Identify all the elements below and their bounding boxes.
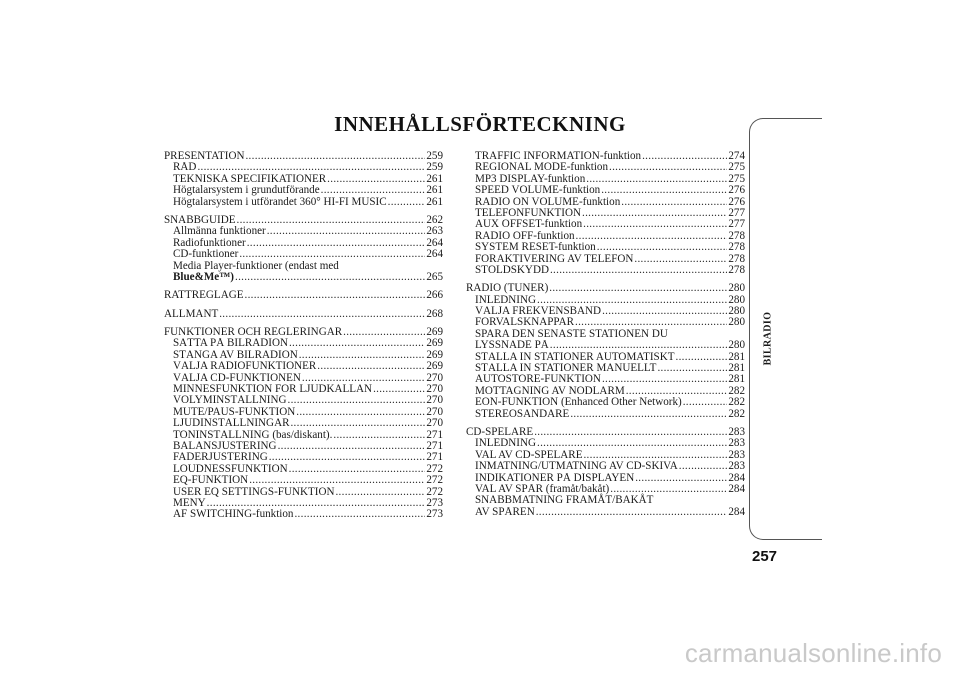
toc-dot-leader (288, 395, 426, 406)
toc-dot-leader (550, 340, 728, 351)
toc-entry-page: 283 (728, 438, 745, 450)
toc-entry-title: RÅD (173, 162, 197, 174)
toc-dot-leader (302, 373, 425, 384)
toc-entry-page: 261 (426, 173, 443, 185)
toc-entry-page: 276 (728, 185, 745, 197)
toc-dot-leader (583, 450, 727, 461)
toc-entry-title: INDIKATIONER PÅ DISPLAYEN (475, 472, 635, 484)
toc-entry-title: MUTE/PAUS-FUNKTION (173, 406, 296, 418)
toc-entry-title: USER EQ SETTINGS-FUNKTION (173, 486, 335, 498)
toc-entry-title: TELEFONFUNKTION (475, 207, 581, 219)
toc-entry (164, 350, 443, 361)
toc-entry (466, 295, 745, 306)
toc-entry-page: 270 (426, 384, 443, 396)
toc-entry-page: 271 (426, 440, 443, 452)
toc-entry (164, 509, 443, 520)
toc-entry-title: REGIONAL MODE-funktion (475, 162, 609, 174)
toc-entry-title: EON-FUNKTION (Enhanced Other Network) (475, 397, 682, 409)
toc-entry-wrapped-line: SNABBMATNING FRAMÅT/BAKÅT (475, 494, 654, 507)
toc-entry-page: 266 (426, 290, 443, 302)
toc-entry (466, 185, 745, 196)
toc-dot-leader (245, 290, 426, 301)
toc-dot-leader (237, 215, 426, 226)
page-number: 257 (752, 548, 778, 565)
toc-entry-title: VAL AV CD-SPELARE (475, 449, 583, 461)
toc-entry (164, 361, 443, 372)
toc-right-column (466, 151, 745, 518)
toc-entry-title: VÄLJA CD-FUNKTIONEN (173, 372, 301, 384)
toc-entry-title: LOUDNESSFUNKTION (173, 463, 288, 475)
toc-dot-leader (642, 151, 727, 162)
toc-entry-title: SYSTEM RESET-funktion (475, 242, 596, 254)
toc-entry-title: CD-funktioner (173, 249, 239, 261)
toc-entry (164, 338, 443, 349)
toc-entry (466, 507, 745, 518)
toc-dot-leader (597, 242, 728, 253)
toc-entry (164, 430, 443, 441)
toc-entry-title: STÄLLA IN STATIONER MANUELLT (475, 363, 657, 375)
toc-entry-page: 269 (426, 338, 443, 350)
toc-entry-page: 283 (728, 461, 745, 473)
toc-entry-page: 284 (728, 506, 745, 518)
toc-entry-title: RADIO ON VOLUME-funktion (475, 196, 621, 208)
toc-entry (466, 340, 745, 351)
toc-entry-title: VOLYMINSTÄLLNING (173, 395, 287, 407)
toc-entry-title: RADIO OFF-funktion (475, 230, 575, 242)
toc-entry-title: VÄLJA RADIOFUNKTIONER (173, 361, 317, 373)
toc-entry (466, 208, 745, 219)
toc-entry-title: STÄLLA IN STATIONER AUTOMATISKT (475, 351, 675, 363)
toc-dot-leader (245, 151, 425, 162)
toc-entry (164, 475, 443, 486)
toc-entry-page: 272 (426, 475, 443, 487)
toc-dot-leader (550, 265, 727, 276)
toc-entry-page: 276 (728, 196, 745, 208)
watermark: carmanualsonline.info (684, 638, 942, 668)
toc-entry-title: Blue&Me™) (173, 271, 234, 283)
toc-entry-page: 283 (728, 449, 745, 461)
toc-left-column (164, 151, 443, 521)
toc-entry-page: 278 (728, 264, 745, 276)
toc-entry (164, 487, 443, 498)
toc-entry (466, 450, 745, 461)
toc-entry (466, 386, 745, 397)
toc-entry-title: AF SWITCHING-funktion (173, 509, 294, 521)
toc-entry-title: Högtalarsystem i grundutförande (173, 185, 320, 197)
toc-entry (466, 197, 745, 208)
toc-entry-page: 265 (426, 271, 443, 283)
toc-entry-title: Allmänna funktioner (173, 226, 266, 238)
toc-entry-title: AUX OFFSET-funktion (475, 219, 583, 231)
toc-entry (466, 162, 745, 173)
toc-entry (164, 464, 443, 475)
toc-entry (466, 363, 745, 374)
toc-dot-leader (576, 231, 728, 242)
toc-entry (164, 226, 443, 237)
toc-entry (466, 374, 745, 385)
toc-entry-page: 280 (728, 294, 745, 306)
toc-entry (164, 197, 443, 208)
toc-entry-wrapped-line: Media Player-funktioner (endast med (173, 259, 339, 272)
toc-entry-title: ALLMÄNT (164, 308, 219, 320)
toc-entry (164, 441, 443, 452)
toc-dot-leader (317, 361, 425, 372)
toc-entry-title: VAL AV SPÅR (framåt/bakåt) (475, 483, 610, 495)
toc-entry-title: Radiofunktioner (173, 237, 246, 249)
toc-entry-page: 270 (426, 395, 443, 407)
toc-dot-leader (534, 427, 727, 438)
toc-entry (466, 473, 745, 484)
toc-dot-leader (219, 309, 425, 320)
toc-dot-leader (294, 509, 425, 520)
toc-entry-page: 280 (728, 283, 745, 295)
toc-entry-title: TONINSTÄLLNING (bas/diskant). (173, 429, 333, 441)
toc-dot-leader (335, 487, 425, 498)
toc-entry-title: PRESENTATION (164, 151, 245, 162)
toc-entry (164, 185, 443, 196)
toc-entry-title: BALANSJUSTERING (173, 440, 277, 452)
toc-entry-page: 273 (426, 509, 443, 521)
toc-entry-title: MP3 DISPLAY-funktion (475, 173, 586, 185)
toc-entry-page: 271 (426, 429, 443, 441)
toc-entry-title: LYSSNADE PÅ (475, 340, 549, 352)
toc-entry-page: 278 (728, 242, 745, 254)
toc-entry-title: RATTREGLAGE (164, 290, 244, 302)
toc-entry-page: 281 (728, 374, 745, 386)
toc-entry (164, 238, 443, 249)
toc-entry-page: 261 (426, 196, 443, 208)
toc-entry (466, 427, 745, 438)
toc-dot-leader (197, 162, 425, 173)
chapter-tab-label: BILRADIO (762, 311, 774, 365)
toc-entry-title: AV SPÅREN (475, 506, 535, 518)
toc-entry (164, 407, 443, 418)
toc-entry-page: 280 (728, 317, 745, 329)
toc-dot-leader (388, 197, 426, 208)
toc-dot-leader (626, 386, 728, 397)
toc-entry-page: 275 (728, 173, 745, 185)
toc-entry-title: EQ-FUNKTION (173, 475, 249, 487)
toc-dot-leader (373, 384, 425, 395)
toc-entry-page: 263 (426, 226, 443, 238)
toc-entry-page: 274 (728, 151, 745, 162)
toc-entry-page: 272 (426, 486, 443, 498)
toc-entry-page: 280 (728, 340, 745, 352)
toc-entry-page: 282 (728, 385, 745, 397)
toc-entry (466, 397, 745, 408)
toc-dot-leader (235, 272, 425, 283)
toc-entry (466, 231, 745, 242)
toc-dot-leader (586, 174, 727, 185)
toc-entry (164, 384, 443, 395)
toc-entry-page: 284 (728, 472, 745, 484)
toc-dot-leader (343, 327, 425, 338)
toc-entry-title: SPEED VOLUME-funktion (475, 185, 601, 197)
toc-dot-leader (207, 498, 426, 509)
toc-entry-title: FÖRAKTIVERING AV TELEFON (475, 253, 634, 265)
toc-entry-title: FADERJUSTERING (173, 452, 268, 464)
toc-entry-title: Högtalarsystem i utförandet 360° HI-FI MUSIC (173, 196, 387, 208)
toc-entry (466, 306, 745, 317)
toc-dot-leader (249, 475, 425, 486)
toc-entry-page: 283 (728, 426, 745, 438)
toc-entry-wrapped-line: SPARA DEN SENASTE STATIONEN DU (475, 327, 668, 340)
toc-dot-leader (290, 418, 425, 429)
toc-entry-page: 269 (426, 361, 443, 373)
toc-entry-page: 280 (728, 306, 745, 318)
toc-dot-leader (537, 438, 727, 449)
toc-entry (466, 242, 745, 253)
toc-dot-leader (267, 226, 426, 237)
toc-dot-leader (278, 441, 426, 452)
toc-dot-leader (679, 461, 728, 472)
toc-dot-leader (634, 254, 727, 265)
toc-dot-leader (602, 374, 727, 385)
toc-entry (466, 409, 745, 420)
toc-entry-page: 275 (728, 162, 745, 174)
toc-entry-title: TEKNISKA SPECIFIKATIONER (173, 173, 327, 185)
toc-dot-leader (289, 338, 425, 349)
toc-entry (164, 373, 443, 384)
toc-dot-leader (537, 295, 727, 306)
toc-dot-leader (582, 208, 727, 219)
toc-dot-leader (536, 507, 728, 518)
toc-entry-page: 278 (728, 253, 745, 265)
toc-entry (164, 215, 443, 226)
toc-dot-leader (247, 238, 426, 249)
toc-dot-leader (269, 452, 426, 463)
toc-entry-title: RADIO (TUNER) (466, 283, 549, 295)
toc-entry-page: 284 (728, 483, 745, 495)
toc-entry-page: 259 (426, 162, 443, 174)
toc-dot-leader (549, 283, 727, 294)
toc-entry-page: 282 (728, 397, 745, 409)
toc-dot-leader (602, 306, 727, 317)
toc-dot-leader (321, 185, 426, 196)
toc-dot-leader (683, 397, 728, 408)
toc-entry (164, 174, 443, 185)
toc-entry (466, 352, 745, 363)
toc-entry-page: 281 (728, 363, 745, 375)
toc-entry-title: MINNESFUNKTION FÖR LJUDKÄLLAN (173, 384, 373, 396)
toc-entry (164, 327, 443, 338)
toc-dot-leader (239, 249, 425, 260)
toc-entry-title: VÄLJA FREKVENSBAND (475, 306, 602, 318)
toc-entry (164, 418, 443, 429)
toc-dot-leader (601, 185, 727, 196)
toc-entry (466, 219, 745, 230)
toc-entry (164, 498, 443, 509)
toc-entry-page: 259 (426, 151, 443, 162)
toc-entry (466, 461, 745, 472)
toc-entry (466, 438, 745, 449)
toc-entry (164, 452, 443, 463)
toc-entry-title: FUNKTIONER OCH REGLERINGAR (164, 327, 343, 339)
toc-entry-page: 271 (426, 452, 443, 464)
toc-entry-page: 264 (426, 249, 443, 261)
toc-entry-title: SÄTTA PÅ BILRADION (173, 338, 288, 350)
toc-dot-leader (570, 409, 727, 420)
toc-entry (164, 395, 443, 406)
toc-entry-title: TRAFFIC INFORMATION-funktion (475, 151, 642, 162)
toc-entry (466, 174, 745, 185)
toc-entry-title: INLEDNING (475, 438, 536, 450)
toc-entry-title: STÄNGA AV BILRADION (173, 349, 298, 361)
toc-entry-title: AUTOSTORE-FUNKTION (475, 374, 601, 386)
toc-entry-page: 261 (426, 185, 443, 197)
toc-entry-page: 272 (426, 463, 443, 475)
toc-entry-title: SNABBGUIDE (164, 214, 236, 226)
toc-entry-page: 269 (426, 349, 443, 361)
toc-entry (466, 151, 745, 162)
toc-entry-page: 277 (728, 207, 745, 219)
toc-dot-leader (657, 363, 727, 374)
toc-dot-leader (289, 464, 426, 475)
toc-entry (466, 265, 745, 276)
toc-entry (164, 151, 443, 162)
page-title: INNEHÅLLSFÖRTECKNING (334, 112, 626, 136)
toc-entry-page: 269 (426, 327, 443, 339)
toc-dot-leader (609, 162, 727, 173)
toc-entry (466, 254, 745, 265)
toc-entry-page: 268 (426, 308, 443, 320)
toc-entry (466, 283, 745, 294)
toc-dot-leader (621, 197, 727, 208)
toc-dot-leader (635, 473, 727, 484)
toc-entry-title: MENY (173, 497, 206, 509)
toc-entry (164, 290, 443, 301)
toc-entry-title: CD-SPELARE (466, 426, 534, 438)
toc-entry-page: 270 (426, 406, 443, 418)
toc-entry-title: FÖRVALSKNAPPAR (475, 317, 574, 329)
toc-entry (164, 249, 443, 260)
toc-entry-title: INLEDNING (475, 294, 536, 306)
toc-entry (164, 162, 443, 173)
toc-entry-page: 282 (728, 408, 745, 420)
toc-dot-leader (296, 407, 425, 418)
toc-entry-page: 262 (426, 214, 443, 226)
toc-dot-leader (327, 174, 425, 185)
toc-entry (164, 309, 443, 320)
toc-dot-leader (676, 352, 728, 363)
toc-entry-page: 270 (426, 418, 443, 430)
toc-entry-title: STÖLDSKYDD (475, 264, 549, 276)
toc-dot-leader (299, 350, 426, 361)
toc-entry-page: 278 (728, 230, 745, 242)
toc-entry-page: 264 (426, 237, 443, 249)
toc-entry-title: STEREOSÄNDARE (475, 408, 570, 420)
toc-entry-title: INMATNING/UTMATNING AV CD-SKIVA (475, 461, 678, 473)
toc-entry-page: 270 (426, 372, 443, 384)
toc-entry-title: LJUDINSTÄLLNINGAR (173, 418, 290, 430)
toc-entry (164, 272, 443, 283)
toc-entry-page: 277 (728, 219, 745, 231)
toc-dot-leader (333, 430, 425, 441)
toc-entry-page: 273 (426, 497, 443, 509)
toc-dot-leader (583, 219, 727, 230)
toc-entry-title: MOTTAGNING AV NÖDLARM (475, 385, 625, 397)
toc-entry-page: 281 (728, 351, 745, 363)
